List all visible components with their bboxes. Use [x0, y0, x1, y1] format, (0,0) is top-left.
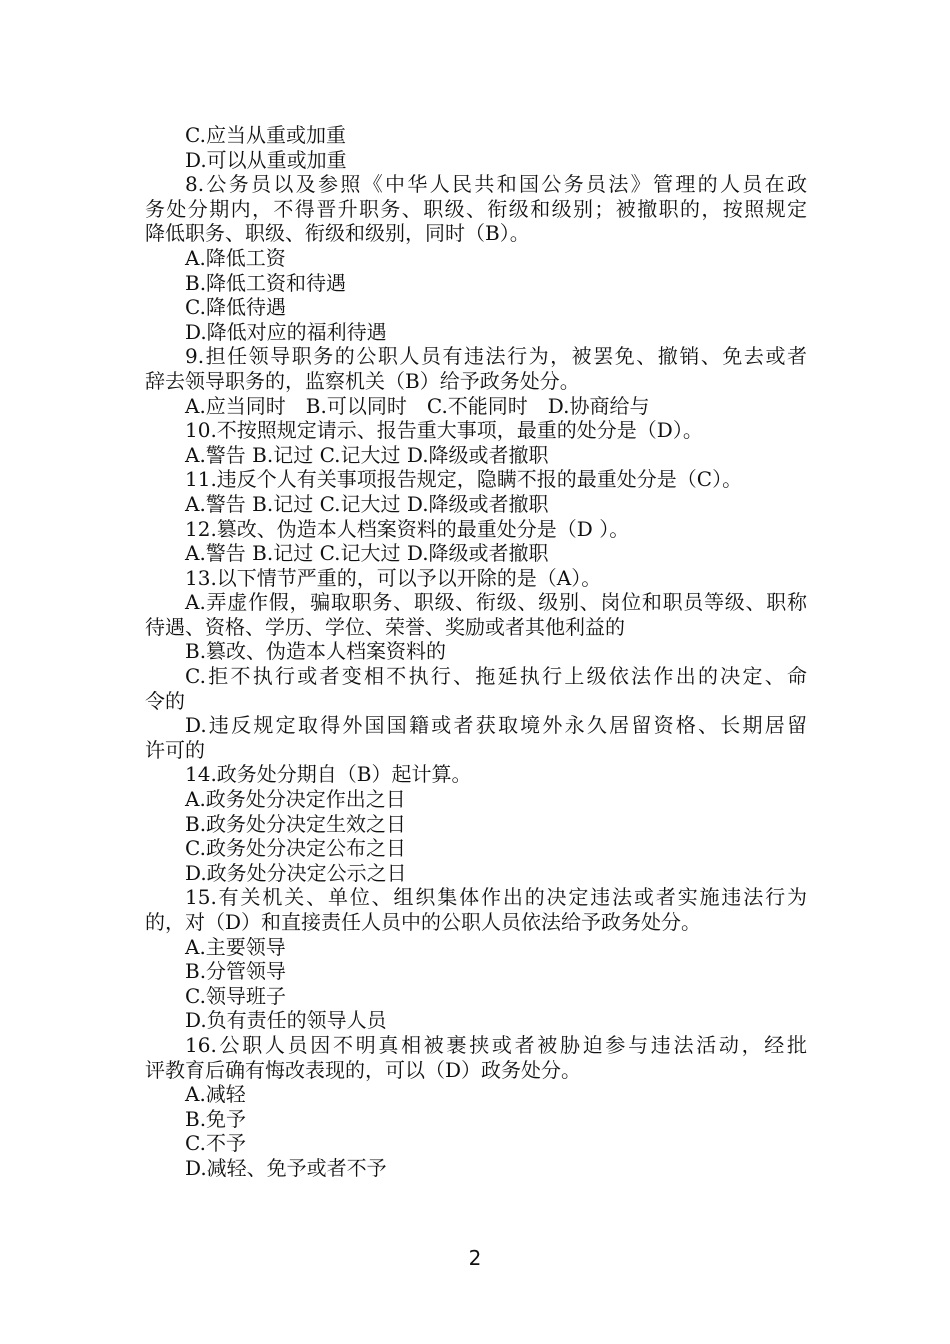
- question-line: 8.公务员以及参照《中华人民共和国公务员法》管理的人员在政: [185, 172, 807, 197]
- option-line: B.免予: [185, 1106, 247, 1131]
- question-line: 13.以下情节严重的，可以予以开除的是（A）。: [185, 565, 602, 590]
- option-line: C.政务处分决定公布之日: [185, 836, 406, 861]
- option-line: D.政务处分决定公示之日: [185, 860, 407, 885]
- option-line: A.减轻: [185, 1082, 246, 1107]
- question-line: 11.违反个人有关事项报告规定，隐瞒不报的最重处分是（C）。: [185, 467, 743, 492]
- option-line: 待遇、资格、学历、学位、荣誉、奖励或者其他利益的: [145, 614, 625, 639]
- option-line: C.不予: [185, 1131, 246, 1156]
- option-line: D.降低对应的福利待遇: [185, 319, 387, 344]
- option-line: A.主要领导: [185, 934, 286, 959]
- option-line: B.政务处分决定生效之日: [185, 811, 407, 836]
- option-line: A.降低工资: [185, 245, 286, 270]
- option-line: A.警告 B.记过 C.记大过 D.降级或者撤职: [185, 491, 549, 516]
- option-line: A.警告 B.记过 C.记大过 D.降级或者撤职: [185, 442, 549, 467]
- option-line: B.篡改、伪造本人档案资料的: [185, 639, 447, 664]
- option-line: D.负有责任的领导人员: [185, 1008, 387, 1033]
- option-line: 令的: [145, 688, 185, 713]
- option-line: D.减轻、免予或者不予: [185, 1155, 387, 1180]
- question-line: 务处分期内，不得晋升职务、职级、衔级和级别；被撤职的，按照规定: [145, 196, 807, 221]
- question-line: 9.担任领导职务的公职人员有违法行为，被罢免、撤销、免去或者: [185, 344, 807, 369]
- option-line: A.应当同时 B.可以同时 C.不能同时 D.协商给与: [185, 393, 650, 418]
- question-line: 降低职务、职级、衔级和级别，同时（B）。: [145, 221, 530, 246]
- option-line: C.应当从重或加重: [185, 123, 346, 147]
- option-line: C.领导班子: [185, 983, 286, 1008]
- question-line: 14.政务处分期自（B）起计算。: [185, 762, 472, 787]
- option-line: B.分管领导: [185, 959, 287, 984]
- question-line: 评教育后确有悔改表现的，可以（D）政务处分。: [145, 1057, 582, 1082]
- question-line: 12.篡改、伪造本人档案资料的最重处分是（D ）。: [185, 516, 630, 541]
- option-line: 许可的: [145, 737, 205, 762]
- option-line: D.可以从重或加重: [185, 147, 347, 172]
- question-line: 15.有关机关、单位、组织集体作出的决定违法或者实施违法行为: [185, 885, 807, 910]
- question-line: 10.不按照规定请示、报告重大事项，最重的处分是（D）。: [185, 418, 703, 443]
- document-body: [145, 123, 807, 1181]
- option-line: A.政务处分决定作出之日: [185, 787, 406, 812]
- option-line: C.降低待遇: [185, 295, 286, 320]
- option-line: A.警告 B.记过 C.记大过 D.降级或者撤职: [185, 541, 549, 566]
- option-line: C.拒不执行或者变相不执行、拖延执行上级依法作出的决定、命: [185, 664, 807, 689]
- question-line: 16.公职人员因不明真相被裹挟或者被胁迫参与违法活动，经批: [185, 1032, 807, 1057]
- page-number: 2: [468, 1246, 482, 1270]
- question-line: 的，对（D）和直接责任人员中的公职人员依法给予政务处分。: [145, 910, 702, 934]
- option-line: A.弄虚作假，骗取职务、职级、衔级、级别、岗位和职员等级、职称: [185, 590, 807, 615]
- option-line: D.违反规定取得外国国籍或者获取境外永久居留资格、长期居留: [185, 713, 807, 738]
- option-line: B.降低工资和待遇: [185, 270, 347, 295]
- question-line: 辞去领导职务的，监察机关（B）给予政务处分。: [145, 368, 580, 393]
